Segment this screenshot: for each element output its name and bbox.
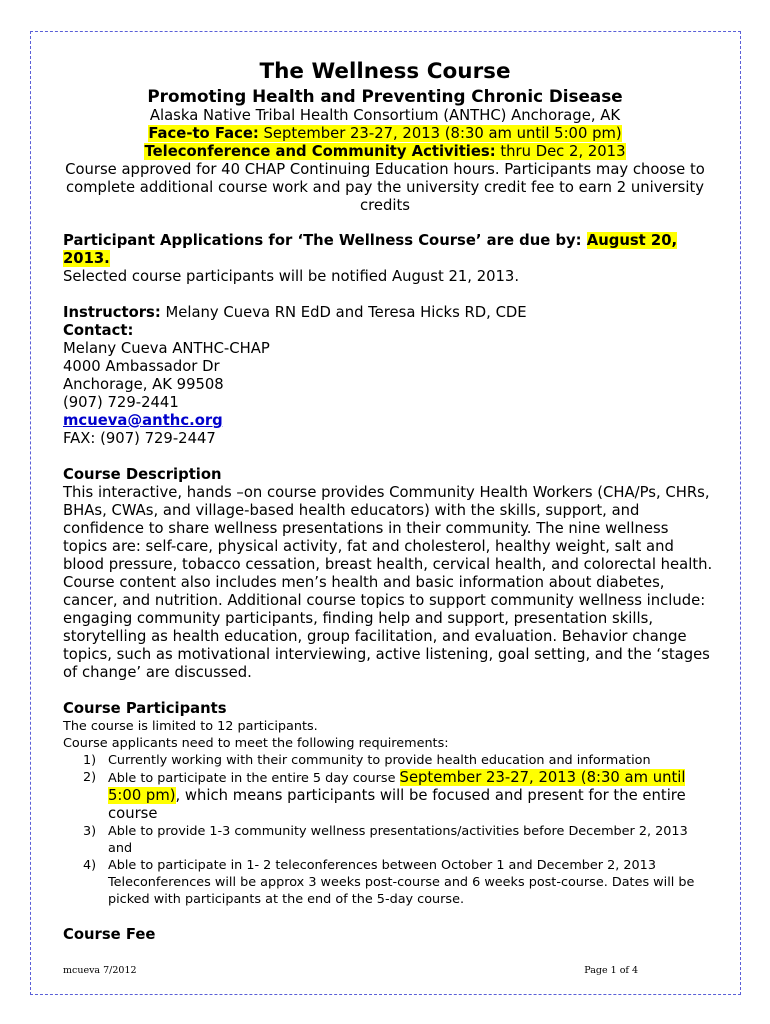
teleconference-note: Teleconferences will be approx 3 weeks post-course and 6 weeks post-course. Dates will be picked with participants at the end of the 5-day course. [108, 875, 695, 907]
applications-label: Participant Applications for ‘The Wellness Course’ are due by: [63, 232, 587, 249]
document-body [63, 232, 713, 944]
contact-label: Contact: [63, 322, 134, 339]
contact-street: 4000 Ambassador Dr [63, 358, 220, 375]
page-subtitle: Promoting Health and Preventing Chronic Disease [147, 86, 623, 106]
footer-page-number: Page 1 of 4 [584, 965, 638, 976]
instructors-label: Instructors: [63, 304, 161, 321]
organization-line: Alaska Native Tribal Health Consortium (ANTHC) Anchorage, AK [149, 107, 621, 124]
contact-fax: FAX: (907) 729-2447 [63, 430, 216, 447]
requirement-item: 2) Able to participate in the entire 5 day course September 23-27, 2013 (8:30 am until 5:00 pm), which means participants will be focused and present for the entire course [83, 769, 686, 822]
teleconference-line [60, 143, 710, 161]
contact-phone: (907) 729-2441 [63, 394, 179, 411]
teleconference-label: Teleconference and Community Activities: [144, 143, 496, 160]
teleconference-dates: thru Dec 2, 2013 [495, 143, 626, 160]
approval-text: Course approved for 40 CHAP Continuing Education hours. Participants may choose to complete additional course work and pay the university credit fee to earn 2 university credits [65, 161, 705, 214]
face-to-face-line [60, 125, 710, 143]
participants-limit: The course is limited to 12 participants. [63, 719, 318, 734]
fee-heading: Course Fee [63, 926, 156, 943]
applications-due [63, 232, 713, 268]
description-heading: Course Description [63, 466, 222, 483]
requirement-item: 4) Able to participate in 1- 2 teleconferences between October 1 and December 2, 2013 Teleconferences will be approx 3 weeks post-course and 6 weeks post-course. Dates will be picked with participants at the end of the 5-day course. [83, 858, 695, 907]
requirement-item: 3) Able to provide 1-3 community wellness presentations/activities before December 2, 2013 and [83, 824, 688, 856]
description-text: This interactive, hands –on course provides Community Health Workers (CHA/Ps, CHRs, BHAs, CWAs, and village-based health educators) with the skills, support, and confidence to share wellness presentations in their community. The nine wellness topics are: self-care, physical activity, fat and cholesterol, healthy weight, salt and blood pressure, tobacco cessation, breast health, cervical health, and colorectal health. Course content also includes men’s health and basic information about diabetes, cancer, and nutrition. Additional course topics to support community wellness include: engaging community participants, finding help and support, presentation skills, storytelling as health education, group facilitation, and evaluation. Behavior change topics, such as motivational interviewing, active listening, goal setting, and the ‘stages of change’ are discussed. [63, 484, 713, 681]
face-to-face-label: Face-to Face: [148, 125, 259, 142]
requirements-list [63, 752, 713, 908]
participants-heading: Course Participants [63, 700, 227, 717]
requirements-intro: Course applicants need to meet the following requirements: [63, 736, 449, 751]
course-header [60, 86, 710, 215]
contact-email-link[interactable]: mcueva@anthc.org [63, 412, 223, 429]
applications-due-date: August 20, 2013. [63, 232, 678, 267]
instructors-line [63, 304, 713, 322]
requirement-item: 1) Currently working with their community to provide health education and information [83, 753, 651, 768]
contact-name: Melany Cueva ANTHC-CHAP [63, 340, 270, 357]
face-to-face-dates: September 23-27, 2013 (8:30 am until 5:00 pm) [258, 125, 622, 142]
notification-date: Selected course participants will be notified August 21, 2013. [63, 268, 520, 285]
instructors-names: Melany Cueva RN EdD and Teresa Hicks RD, CDE [160, 304, 527, 321]
contact-city: Anchorage, AK 99508 [63, 376, 224, 393]
page-title: The Wellness Course [259, 59, 511, 84]
footer-author-date: mcueva 7/2012 [63, 965, 137, 976]
requirement-dates-highlight: September 23-27, 2013 (8:30 am until 5:00 pm) [108, 769, 686, 804]
